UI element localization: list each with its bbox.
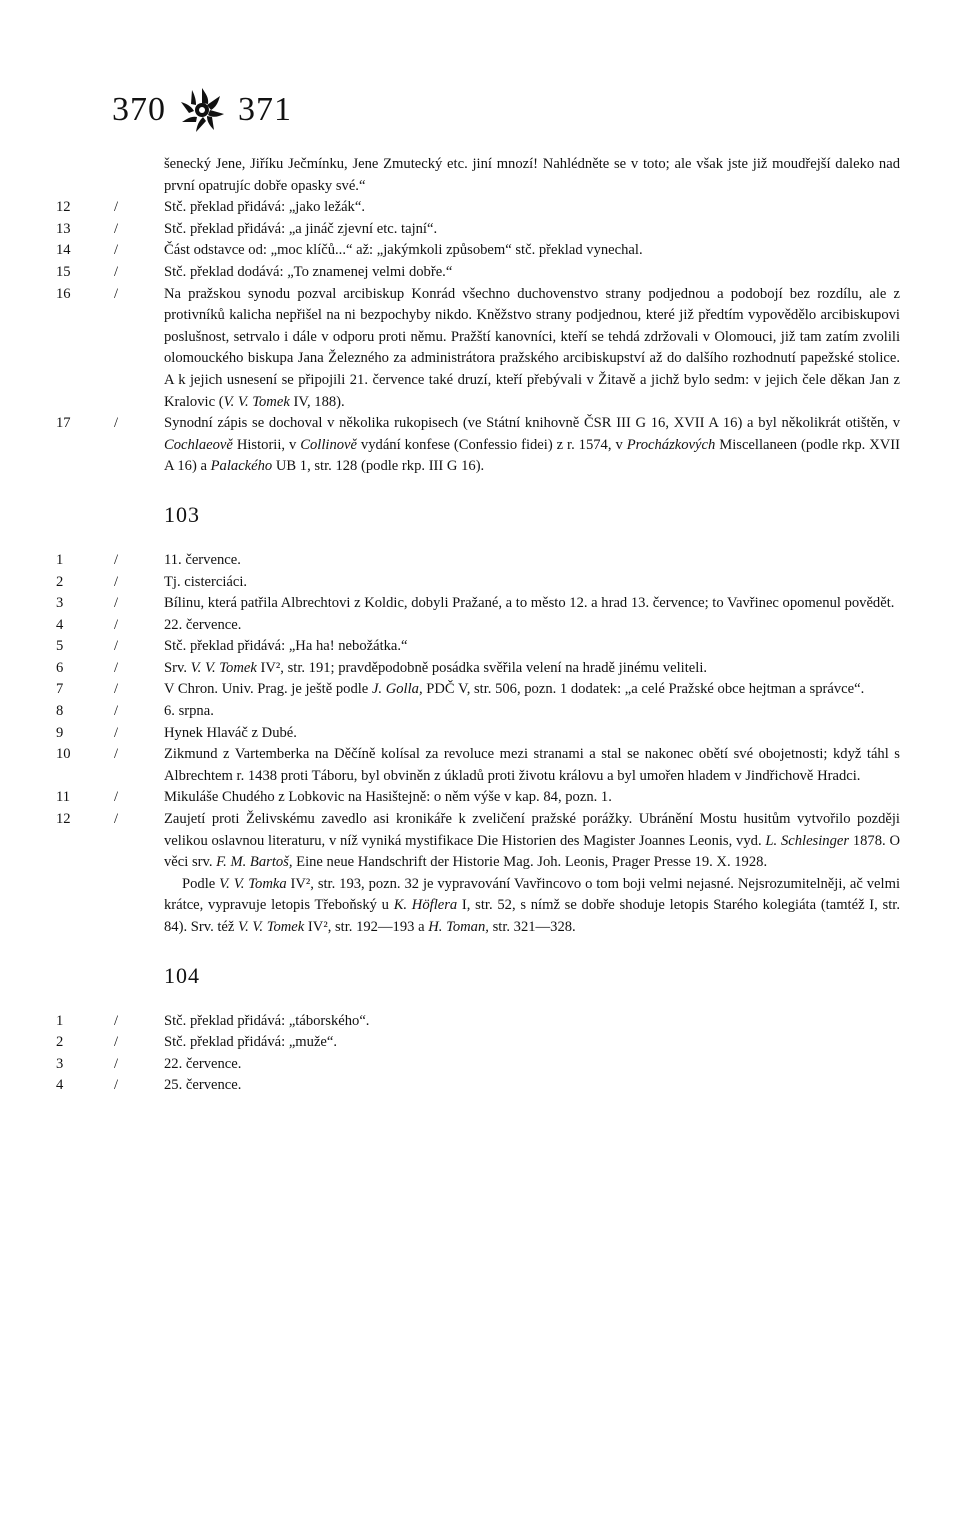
note-text-segment: 25. července. [164, 1077, 242, 1094]
footnote-number: 9 [56, 724, 64, 741]
note-text-segment: 22. července. [164, 616, 242, 633]
footnote-number: 4 [56, 1077, 64, 1094]
footnote-row [52, 262, 912, 284]
footnote-number: 14 [56, 242, 71, 259]
footnote-separator: / [114, 659, 119, 676]
footnote-row [52, 197, 912, 219]
note-text-segment: IV, 188). [289, 393, 345, 410]
italic-citation: L. Schlesinger [765, 832, 850, 849]
footnote-text [164, 636, 900, 658]
footnote-row [52, 615, 912, 637]
footnote-text [164, 787, 900, 809]
note-text-segment: Zikmund z Vartemberka na Děčíně kolísal za revoluce mezi stranami a stal se nakonec obětí své obojetnosti; když táhl s Albrechtem r. 1438 proti Táboru, byl obviněn z úkladů proti životu královu a byl umořen hladem v Jindřichově Hradci. [164, 746, 900, 784]
section-103-title: 103 [164, 501, 200, 527]
footnote-separator: / [114, 199, 119, 216]
footnote-number: 17 [56, 415, 71, 432]
notes-content [52, 154, 912, 1097]
note-text-segment: 1878. O věci srv. [164, 832, 900, 871]
note-text-segment: Stč. překlad dodává: „To znamenej velmi dobře.“ [164, 263, 453, 280]
italic-citation: H. Toman, [428, 919, 489, 935]
footnote-separator: / [114, 595, 119, 612]
footnote-separator: / [114, 573, 119, 590]
footnote-row [52, 550, 912, 572]
footnote-number: 3 [56, 1055, 64, 1072]
footnote-text [164, 1032, 900, 1054]
footnote-separator: / [114, 220, 119, 237]
footnote-row [52, 636, 912, 658]
footnote-row [52, 413, 912, 478]
footnote-text [164, 658, 900, 680]
note-text-segment: Na pražskou synodu pozval arcibiskup Konrád všechno duchovenstvo strany podjednou a podobojí bez rozdílu, ale z protivníků kalicha nepřišel na ni bezpochyby nikdo. Kněžstvo strany podjednou, které již předtím vypovědělo arcibiskupovi poslušnost, setrvalo i dále v odporu proti němu. Pražští kanovníci, kteří se tehdá zdržovali v Olomouci, již tam zatím zvolili olomouckého biskupa Jana Železného za administrátora pražského arcibiskupství až do dalšího rozhodnutí papežské stolice. A k jejich usnesení se připojili 21. července také druzí, kteří přebývali v Žitavě a jichž bylo sedm: v jejich čele děkan Jan z Kralovic ( [164, 285, 900, 410]
footnote-row [52, 284, 912, 414]
footnote-separator: / [114, 724, 119, 741]
note-text-segment: IV², str. 192—193 a [304, 919, 429, 935]
note-text-segment: vydání konfese (Confessio fidei) z r. 1574, v [357, 436, 627, 453]
footnote-number: 2 [56, 573, 64, 590]
note-text-segment: V Chron. Univ. Prag. je ještě podle [164, 681, 372, 698]
footnote-text [164, 550, 900, 572]
note-text-segment: Podle [182, 875, 220, 892]
note-text-segment: Bílinu, která patřila Albrechtovi z Koldic, dobyli Pražané, a to město 12. a hrad 13. července; to Vavřinec opomenul povědět. [164, 595, 895, 612]
note-text-segment: 11. července. [164, 551, 241, 568]
footnote-number: 1 [56, 551, 64, 568]
footnote-text [164, 572, 900, 594]
spiral-flower-ornament-icon [176, 84, 228, 136]
italic-citation: V. V. Tomek [238, 919, 305, 935]
note-text-segment: IV², str. 191; pravděpodobně posádka svěřila velení na hradě jinému veliteli. [256, 659, 708, 676]
footnote-row [52, 679, 912, 701]
italic-citation: V. V. Tomek [223, 393, 290, 410]
italic-citation: Palackého [210, 458, 273, 475]
italic-citation: Cochlaeově [164, 436, 233, 453]
footnote-number: 4 [56, 616, 64, 633]
footnote-text [164, 809, 900, 874]
footnote-number: 10 [56, 746, 71, 763]
note-text-segment: Mikuláše Chudého z Lobkovic na Hasištejně: o něm výše v kap. 84, pozn. 1. [164, 789, 612, 806]
italic-citation: V. V. Tomek [190, 659, 257, 676]
section-103-notes [52, 550, 912, 874]
footnote-number: 11 [56, 789, 71, 806]
note-text-segment: Tj. cisterciáci. [164, 573, 248, 590]
footnote-number: 7 [56, 681, 64, 698]
footnote-row [52, 744, 912, 787]
italic-citation: J. Golla, [371, 681, 423, 698]
footnote-row [52, 658, 912, 680]
footnote-text [164, 284, 900, 414]
note-text-segment: Srv. [164, 659, 191, 676]
note-text-segment: I, str. 52, s nímž se dobře shoduje letopis Starého kolegiáta (tamtéž I, str. 84). Srv. též [164, 897, 900, 935]
footnote-separator: / [114, 551, 119, 568]
footnote-number: 1 [56, 1012, 64, 1029]
footnote-separator: / [114, 415, 119, 432]
footnote-row [52, 787, 912, 809]
footnote-text [164, 1054, 900, 1076]
note-text-segment: Miscellaneen (podle rkp. XVII A 16) a [164, 436, 901, 475]
footnote-row [52, 1075, 912, 1097]
footnote-row [52, 240, 912, 262]
footnote-separator: / [114, 1012, 119, 1029]
footnote-row [52, 219, 912, 241]
footnote-row [52, 809, 912, 874]
footnote-text [164, 197, 900, 219]
page-header [112, 84, 292, 136]
footnote-separator: / [114, 263, 119, 280]
footnote-row [52, 593, 912, 615]
footnote-text [164, 723, 900, 745]
continuation-paragraph: šenecký Jene, Jiříku Ječmínku, Jene Zmutecký etc. jiní mnozí! Nahlédněte se v toto; ale však jste již moudřejší daleko nad první opatrujíc dobře opasky své.“ [164, 156, 900, 194]
footnote-number: 12 [56, 811, 71, 828]
footnote-separator: / [114, 811, 119, 828]
italic-citation: Procházkových [626, 436, 716, 453]
note-text-segment: Zaujetí proti Želivskému zavedlo asi kronikáře k zveličení pražské porážky. Ubránění Mostu husitům vytvořilo později velikou oslavnou literaturu, v níž vyniká mystifikace Die Historien des Magister Joannes Leonis, vyd. [164, 811, 900, 849]
footnote-row [52, 1032, 912, 1054]
footnote-text [164, 701, 900, 723]
section-104-title: 104 [164, 962, 200, 988]
note-text-segment: Hynek Hlaváč z Dubé. [164, 724, 297, 741]
italic-citation: K. Höflera [393, 897, 458, 914]
footnote-text [164, 744, 900, 787]
note-text-segment: Stč. překlad přidává: „a jináč zjevní etc. tajní“. [164, 220, 438, 237]
footnote-separator: / [114, 1055, 119, 1072]
footnote-number: 13 [56, 220, 71, 237]
note-text-segment: Stč. překlad přidává: „Ha ha! nebožátka.“ [164, 638, 408, 655]
note-text-segment: Část odstavce od: „moc klíčů...“ až: „jakýmkoli způsobem“ stč. překlad vynechal. [164, 242, 643, 259]
footnote-number: 2 [56, 1034, 64, 1051]
footnote-number: 16 [56, 285, 71, 302]
italic-citation: V. V. Tomka [219, 875, 287, 892]
footnote-row [52, 723, 912, 745]
footnote-text [164, 1011, 900, 1033]
footnote-number: 5 [56, 638, 64, 655]
footnote-separator: / [114, 681, 119, 698]
footnote-text [164, 593, 900, 615]
footnote-separator: / [114, 638, 119, 655]
footnote-text [164, 219, 900, 241]
footnote-text [164, 240, 900, 262]
section-104-notes [52, 1011, 912, 1097]
page-number-right: 371 [238, 91, 292, 128]
page-number-left: 370 [112, 91, 166, 128]
note-text-segment: 22. července. [164, 1055, 242, 1072]
footnote-separator: / [114, 789, 119, 806]
section-102-notes [52, 197, 912, 478]
italic-citation: F. M. Bartoš, [216, 854, 293, 871]
footnote-text [164, 679, 900, 701]
footnote-text [164, 1075, 900, 1097]
footnote-text [164, 615, 900, 637]
footnote-separator: / [114, 746, 119, 763]
note-text-segment: UB 1, str. 128 (podle rkp. III G 16). [272, 458, 485, 475]
note-text-segment: Stč. překlad přidává: „muže“. [164, 1034, 338, 1051]
footnote-number: 6 [56, 659, 64, 676]
note-text-segment: Stč. překlad přidává: „jako ležák“. [164, 199, 365, 216]
footnote-row [52, 572, 912, 594]
footnote-separator: / [114, 1077, 119, 1094]
footnote-separator: / [114, 703, 119, 720]
note-text-segment: Synodní zápis se dochoval v několika rukopisech (ve Státní knihovně ČSR III G 16, XVII A 16) a byl několikrát otištěn, v [164, 415, 900, 432]
footnote-text [164, 413, 900, 478]
footnote-separator: / [114, 1034, 119, 1051]
footnote-number: 15 [56, 263, 71, 280]
footnote-text [164, 262, 900, 284]
note-text-segment: str. 321—328. [488, 919, 576, 935]
footnote-number: 12 [56, 199, 71, 216]
note-text-segment: PDČ V, str. 506, pozn. 1 dodatek: „a celé Pražské obce hejtman a správce“. [422, 681, 865, 698]
note-text-segment: IV², str. 193, pozn. 32 je vypravování Vavřincovo o tom boji velmi nejasné. Nejsrozumitelněji, ač velmi krátce, vypravuje letopis Třeboňský u [164, 875, 900, 914]
footnote-separator: / [114, 285, 119, 302]
footnote-separator: / [114, 242, 119, 259]
note-text-segment: 6. srpna. [164, 703, 214, 720]
note-text-segment: Eine neue Handschrift der Historie Mag. Joh. Leonis, Prager Presse 19. X. 1928. [292, 854, 768, 871]
footnote-number: 8 [56, 703, 64, 720]
note-text-segment: Historii, v [232, 436, 301, 453]
footnote-row [52, 1011, 912, 1033]
footnote-number: 3 [56, 595, 64, 612]
italic-citation: Collinově [300, 436, 357, 453]
section-103-extra-paragraph [52, 874, 900, 939]
note-text-segment: Stč. překlad přidává: „táborského“. [164, 1012, 370, 1029]
footnote-row [52, 701, 912, 723]
footnote-separator: / [114, 616, 119, 633]
footnote-row [52, 1054, 912, 1076]
